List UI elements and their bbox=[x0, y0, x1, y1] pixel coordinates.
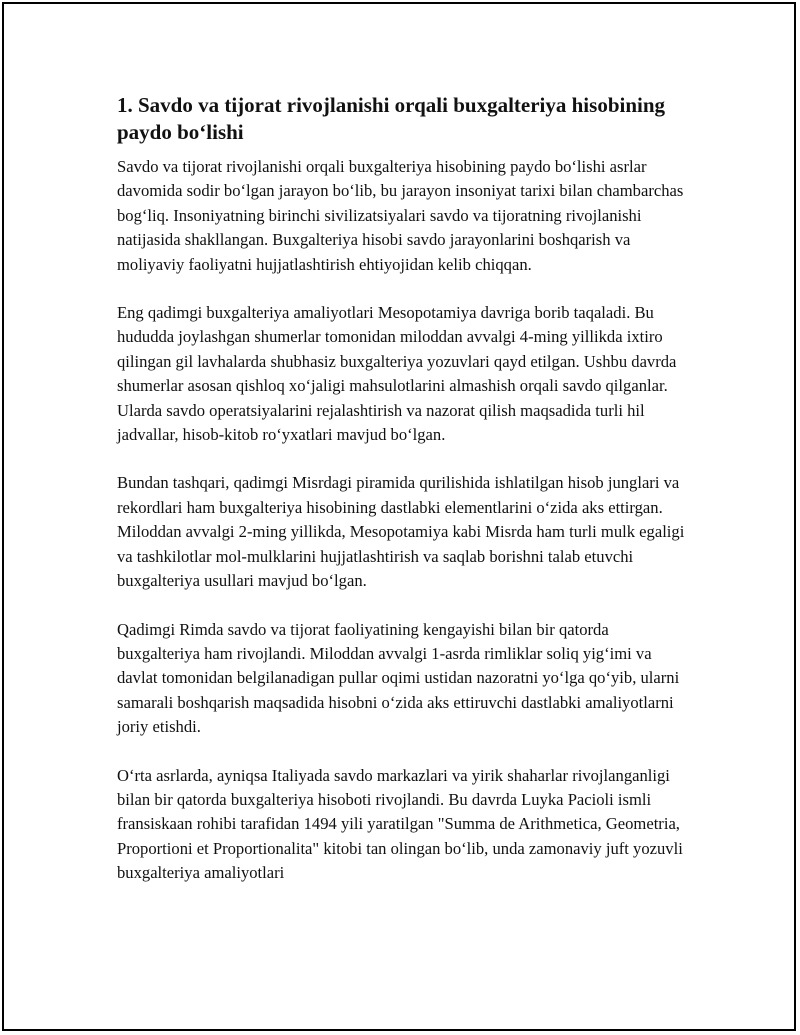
paragraph-3: Bundan tashqari, qadimgi Misrdagi piramida qurilishida ishlatilgan hisob junglari va rekordlari ham buxgalteriya hisobining dastlabki elementlarini o‘zida aks ettirgan. Miloddan avvalgi 2-ming yillikda, Mesopotamiya kabi Misrda ham turli mulk egaligi va tashkilotlar mol-mulklarini hujjatlashtirish va saqlab borishni talab etuvchi buxgalteriya usullari mavjud bo‘lgan. bbox=[117, 473, 685, 591]
section-heading: 1. Savdo va tijorat rivojlanishi orqali buxgalteriya hisobining paydo bo‘lishi bbox=[117, 93, 666, 144]
paragraph-2: Eng qadimgi buxgalteriya amaliyotlari Mesopotamiya davriga borib taqaladi. Bu hududda joylashgan shumerlar tomonidan miloddan avvalgi 4-ming yillikda ixtiro qilingan gil lavhalarda shubhasiz buxgalteriya yozuvlari qayd etilgan. Ushbu davrda shumerlar asosan qishloq xo‘jaligi mahsulotlarini almashish orqali savdo qilganlar. Ularda savdo operatsiyalarini rejalashtirish va nazorat qilish maqsadida turli hil jadvallar, hisob-kitob ro‘yxatlari mavjud bo‘lgan. bbox=[117, 303, 677, 445]
paragraph-1: Savdo va tijorat rivojlanishi orqali buxgalteriya hisobining paydo bo‘lishi asrlar davomida sodir bo‘lgan jarayon bo‘lib, bu jarayon insoniyat tarixi bilan chambarchas bog‘liq. Insoniyatning birinchi sivilizatsiyalari savdo va tijoratning rivojlanishi natijasida shakllangan. Buxgalteriya hisobi savdo jarayonlarini boshqarish va moliyaviy faoliyatni hujjatlashtirish ehtiyojidan kelib chiqqan. bbox=[117, 157, 684, 274]
paragraph-4: Qadimgi Rimda savdo va tijorat faoliyatining kengayishi bilan bir qatorda buxgalteriya ham rivojlandi. Miloddan avvalgi 1-asrda rimliklar soliq yig‘imi va davlat tomonidan belgilanadigan pullar oqimi ustidan nazoratni yo‘lga qo‘yib, ularni samarali boshqarish maqsadida hisobni o‘zida aks ettiruvchi dastlabki amaliyotlarni joriy etishdi. bbox=[117, 619, 680, 737]
document-body bbox=[117, 92, 687, 910]
paragraph-5: O‘rta asrlarda, ayniqsa Italiyada savdo markazlari va yirik shaharlar rivojlanganligi bilan bir qatorda buxgalteriya hisoboti rivojlandi. Bu davrda Luyka Pacioli ismli fransiskaan rohibi tarafidan 1494 yili yaratilgan "Summa de Arithmetica, Geometria, Proportioni et Proportionalita" kitobi tan olingan bo‘lib, unda zamonaviy juft yozuvli buxgalteriya amaliyotlari bbox=[117, 765, 683, 883]
